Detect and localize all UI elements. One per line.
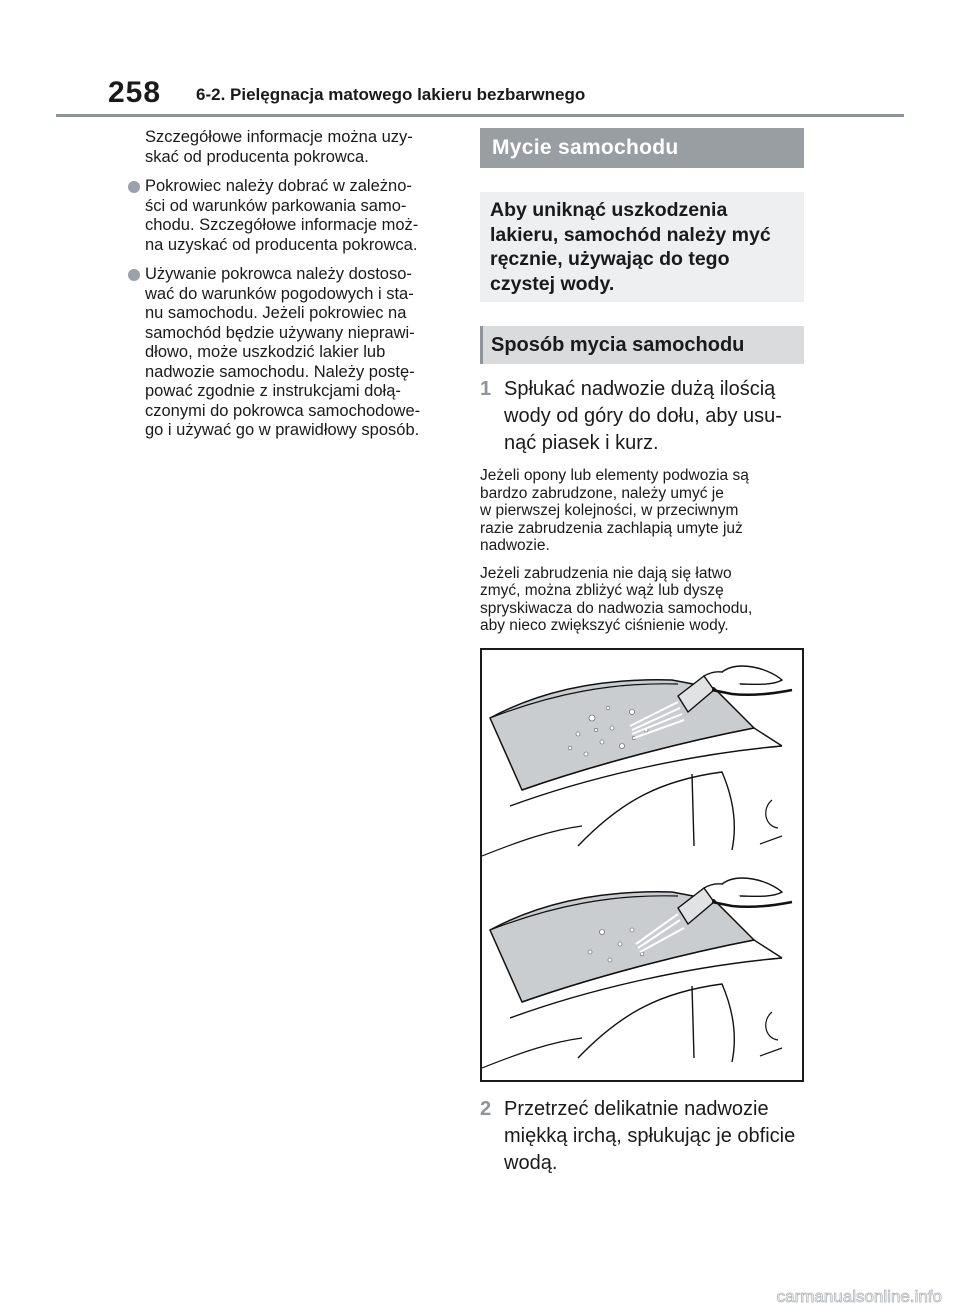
- step-text: Spłukać nadwozie dużą ilością wody od góry do dołu, aby usu- nąć piasek i kurz.: [504, 378, 782, 454]
- sub-heading: [480, 326, 804, 364]
- left-column: [128, 128, 448, 451]
- footer-watermark: [722, 1285, 942, 1307]
- bullet-item: [128, 177, 448, 255]
- header-divider: [56, 114, 904, 117]
- note-paragraph: Jeżeli zabrudzenia nie dają się łatwo zmyć, można zbliżyć wąż lub dyszę spryskiwacza do nadwozia samochodu, aby nieco zwiększyć ciśnienie wody.: [480, 564, 753, 634]
- roof-panel-bottom: [482, 878, 792, 1068]
- notice-box: Aby uniknąć uszkodzenia lakieru, samochód należy myć ręcznie, używając do tego czystej wody.: [480, 192, 804, 302]
- page-number: 258: [108, 76, 162, 109]
- car-washing-illustration: [480, 648, 804, 1082]
- note-paragraph: Jeżeli opony lub elementy podwozia są bardzo zabrudzone, należy umyć je w pierwszej kolejności, w przeciwnym razie zabrudzenia zachlapią umyte już nadwozie.: [480, 467, 749, 554]
- roof-panel-top: [482, 666, 792, 856]
- illustration-svg: [482, 650, 802, 1080]
- section-heading: Mycie samochodu: [480, 128, 804, 168]
- step-1: [480, 376, 804, 457]
- bullet-dot-icon: [128, 181, 140, 193]
- sub-heading-accent: [480, 326, 483, 364]
- sub-heading-text: Sposób mycia samochodu: [491, 334, 745, 356]
- header-section-title: 6-2. Pielęgnacja matowego lakieru bezbarwnego: [196, 85, 586, 104]
- step-text: Przetrzeć delikatnie nadwozie miękką irchą, spłukując je obficie wodą.: [504, 1098, 796, 1174]
- step-number: 2: [480, 1098, 492, 1120]
- watermark-text: carmanualsonline.info: [776, 1287, 942, 1306]
- bullet-text: Używanie pokrowca należy dostoso- wać do warunków pogodowych i sta- nu samochodu. Jeżeli pokrowiec na samochód będzie używany nieprawi- dłowo, może uszkodzić lakier lub nadwozie samochodu. Należy postę- pować zgodnie z instrukcjami dołą- czonymi do pokrowca samochodowe- go i używać go w prawidłowy sposób.: [145, 265, 421, 439]
- continuation-paragraph: Szczegółowe informacje można uzy- skać od producenta pokrowca.: [145, 128, 413, 166]
- step-2: [480, 1096, 828, 1177]
- step-number: 1: [480, 378, 492, 400]
- bullet-dot-icon: [128, 269, 140, 281]
- right-column: [480, 128, 804, 635]
- bullet-text: Pokrowiec należy dobrać w zależno- ści od warunków parkowania samo- chodu. Szczegółowe informacje moż- na uzyskać od producenta pokrowca.: [145, 177, 419, 254]
- bullet-item: [128, 265, 448, 441]
